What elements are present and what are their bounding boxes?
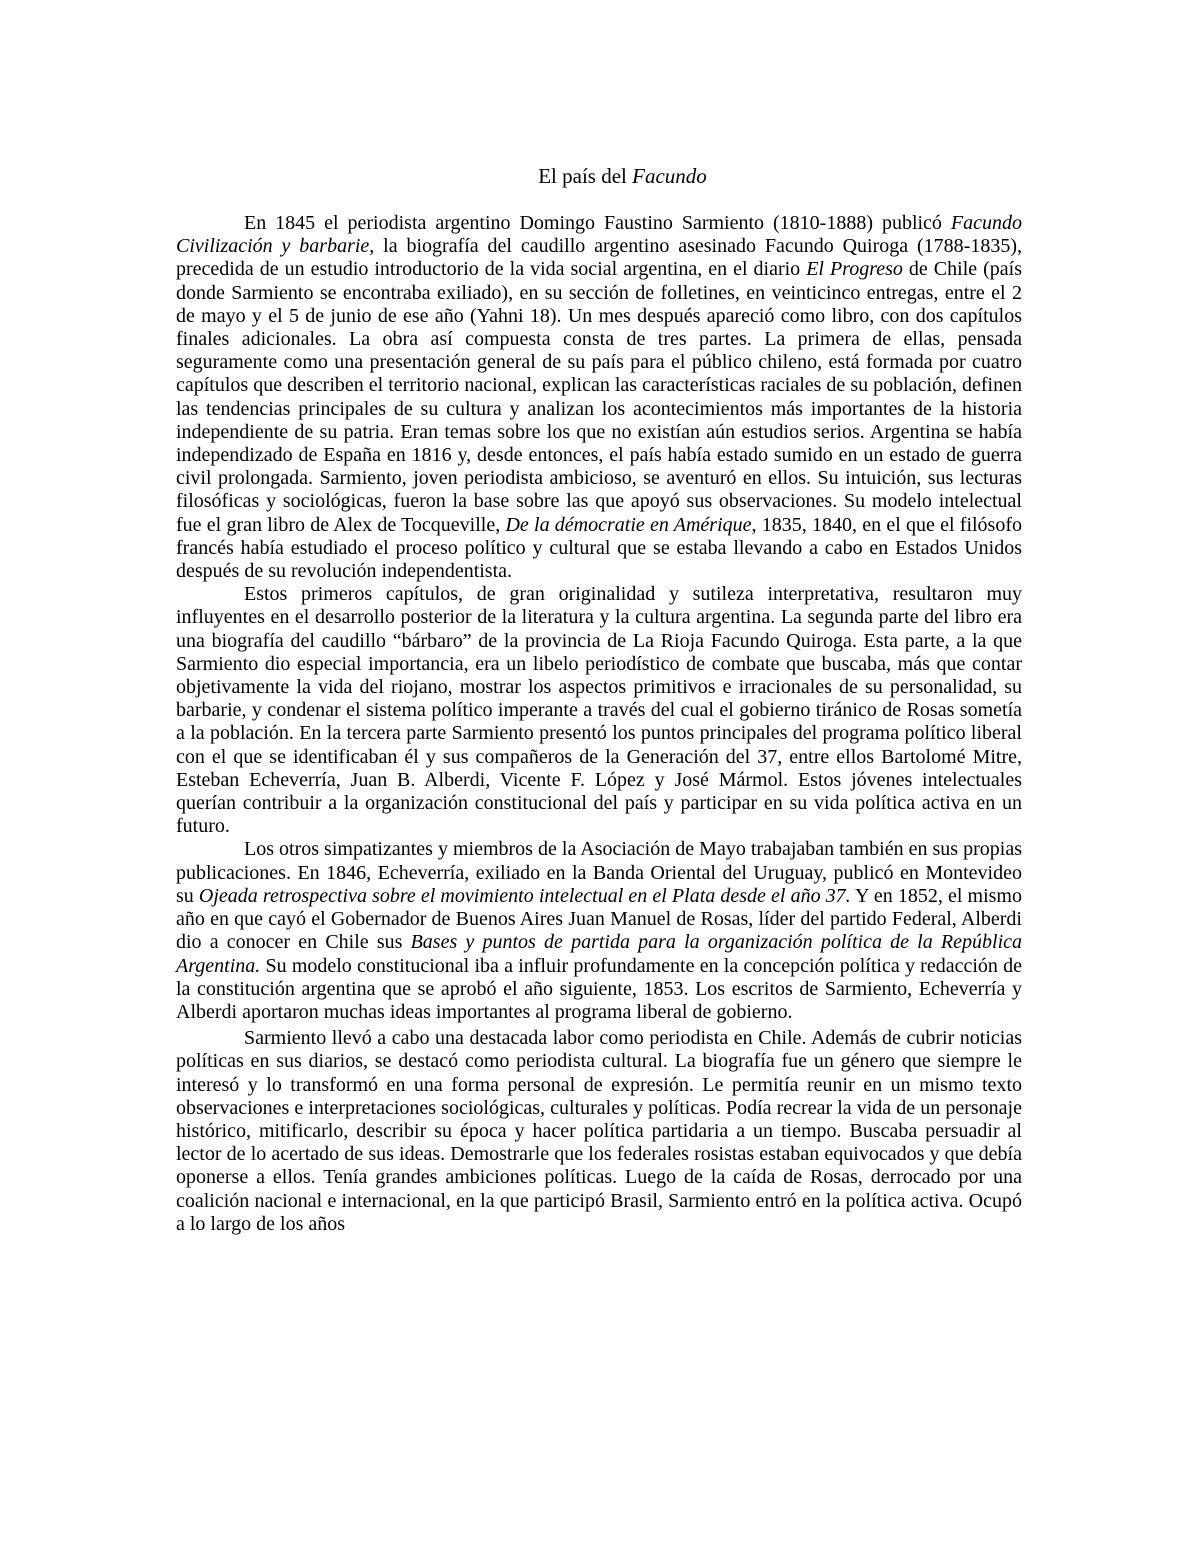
paragraph-text: Su modelo constitucional iba a influir profundamente en la concepción política y redacción de la constitución argentina que se aprobó el año siguiente, 1853. Los escritos de Sarmiento, Echeverría y Alberdi aportaron muchas ideas importantes al programa liberal de gobierno.: [176, 954, 1022, 1023]
title-prefix: El país del: [538, 164, 633, 188]
paragraph: [176, 212, 1022, 583]
paragraph: [176, 583, 1022, 838]
italic-title-text: Bases y puntos de partida para la organización política de la República Argentina.: [176, 931, 1023, 977]
paragraph-text: En 1845 el periodista argentino Domingo Faustino Sarmiento (1810-1888) publicó: [244, 212, 951, 234]
paragraph: [176, 1027, 1022, 1236]
italic-title-text: De la démocratie en Amérique: [505, 513, 752, 536]
paragraph-text: , 1835, 1840, en el que el filósofo francés había estudiado el proceso político y cultural que se estaba llevando a cabo en Estados Unidos después de su revolución independentista.: [176, 513, 1022, 583]
title-italic: Facundo: [632, 164, 707, 188]
paragraph-text: Y en 1852, el mismo año en que cayó el Gobernador de Buenos Aires Juan Manuel de Rosas, líder del partido Federal, Alberdi dio a conocer en Chile sus: [176, 884, 1022, 954]
italic-title-text: Facundo Civilización y barbarie: [176, 212, 1022, 258]
paragraph-text: , la biografía del caudillo argentino asesinado Facundo Quiroga (1788-1835), precedida de un estudio introductorio de la vida social argentina, en el diario: [176, 235, 1022, 281]
paragraph: [176, 838, 1022, 1024]
paragraph-text: Estos primeros capítulos, de gran originalidad y sutileza interpretativa, resultaron muy influyentes en el desarrollo posterior de la literatura y la cultura argentina. La segunda parte del libro era una biografía del caudillo “bárbaro” de la provincia de La Rioja Facundo Quiroga. Esta parte, a la que Sarmiento dio especial importancia, era un libelo periodístico de combate que buscaba, más que contar objetivamente la vida del riojano, mostrar los aspectos primitivos e irracionales de su personalidad, su barbarie, y condenar el sistema político imperante a través del cual el gobierno tiránico de Rosas sometía a la población. En la tercera parte Sarmiento presentó los puntos principales del programa político liberal con el que se identificaban él y sus compañeros de la Generación del 37, entre ellos Bartolomé Mitre, Esteban Echeverría, Juan B. Alberdi, Vicente F. López y José Mármol. Estos jóvenes intelectuales querían contribuir a la organización constitucional del país y participar en su vida política activa en un futuro.: [176, 583, 1022, 838]
document-body: [176, 212, 1022, 1236]
paragraph-text: de Chile (país donde Sarmiento se encontraba exiliado), en su sección de folletines, en veinticinco entregas, entre el 2 de mayo y el 5 de junio de ese año (Yahni 18). Un mes después apareció como libro, con dos capítulos finales adicionales. La obra así compuesta consta de tres partes. La primera de ellas, pensada seguramente como una presentación general de su país para el público chileno, está formada por cuatro capítulos que describen el territorio nacional, explican las características raciales de su población, definen las tendencias principales de su cultura y analizan los acontecimientos más importantes de la historia independiente de su patria. Eran temas sobre los que no existían aún estudios serios. Argentina se había independizado de España en 1816 y, desde entonces, el país había estado sumido en un estado de guerra civil prolongada. Sarmiento, joven periodista ambicioso, se aventuró en ellos. Su intuición, sus lecturas filosóficas y sociológicas, fueron la base sobre las que apoyó sus observaciones. Su modelo intelectual fue el gran libro de Alex de Tocqueville,: [176, 258, 1023, 536]
paragraph-text: Los otros simpatizantes y miembros de la Asociación de Mayo trabajaban también en sus propias publicaciones. En 1846, Echeverría, exiliado en la Banda Oriental del Uruguay, publicó en Montevideo su: [176, 838, 1022, 907]
paragraph-text: Sarmiento llevó a cabo una destacada labor como periodista en Chile. Además de cubrir noticias políticas en sus diarios, se destacó como periodista cultural. La biografía fue un género que siempre le interesó y lo transformó en una forma personal de expresión. Le permitía reunir en un mismo texto observaciones e interpretaciones sociológicas, culturales y políticas. Podía recrear la vida de un personaje histórico, mitificarlo, describir su época y hacer política partidaria a un tiempo. Buscaba persuadir al lector de lo acertado de sus ideas. Demostrarle que los federales rosistas estaban equivocados y que debía oponerse a ellos. Tenía grandes ambiciones políticas. Luego de la caída de Rosas, derrocado por una coalición nacional e internacional, en la que participó Brasil, Sarmiento entró en la política activa. Ocupó a lo largo de los años: [176, 1027, 1022, 1235]
page-title: [0, 163, 1200, 189]
italic-title-text: El Progreso: [806, 258, 903, 281]
italic-title-text: Ojeada retrospectiva sobre el movimiento intelectual en el Plata desde el año 37.: [198, 884, 851, 907]
